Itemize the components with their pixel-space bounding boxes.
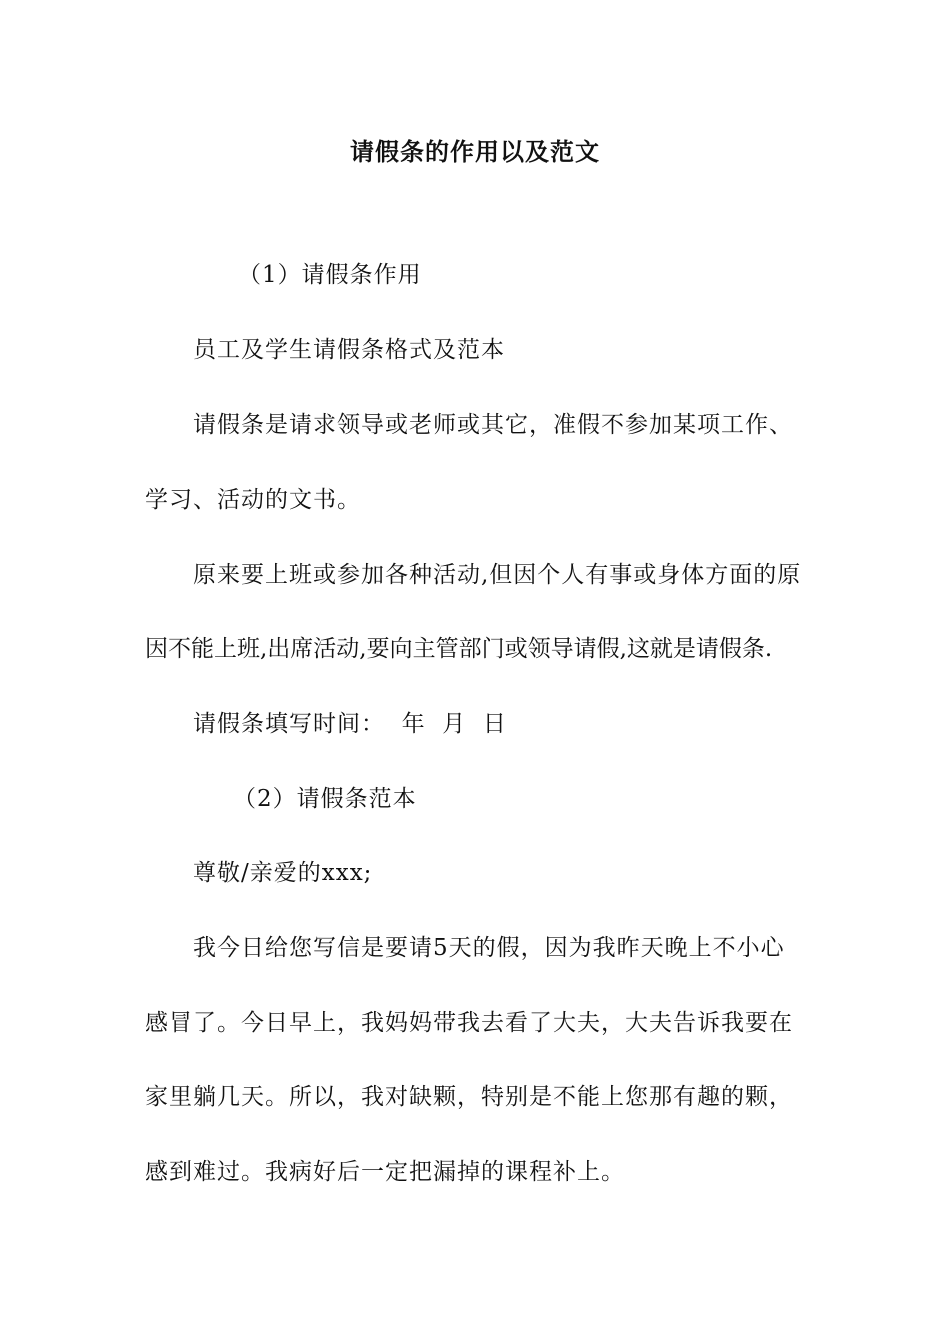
salutation-line: 尊敬/亲爱的xxx; <box>193 860 373 886</box>
paragraph-line: 因不能上班,出席活动,要向主管部门或领导请假,这就是请假条. <box>145 636 773 662</box>
section-heading-2: （2）请假条范本 <box>233 786 417 812</box>
document-title: 请假条的作用以及范文 <box>350 138 600 166</box>
paragraph-line: 家里躺几天。所以，我对缺颗，特别是不能上您那有趣的颗， <box>145 1084 793 1110</box>
paragraph-line: 感到难过。我病好后一定把漏掉的课程补上。 <box>145 1159 625 1185</box>
paragraph-line: 学习、活动的文书。 <box>145 487 361 513</box>
paragraph-line: 请假条是请求领导或老师或其它，准假不参加某项工作、 <box>193 412 793 438</box>
paragraph-line: 我今日给您写信是要请5天的假，因为我昨天晚上不小心 <box>193 935 785 961</box>
paragraph-line: 原来要上班或参加各种活动,但因个人有事或身体方面的原 <box>193 562 802 588</box>
paragraph-line: 感冒了。今日早上，我妈妈带我去看了大夫，大夫告诉我要在 <box>145 1010 793 1036</box>
paragraph-line: 员工及学生请假条格式及范本 <box>193 337 505 363</box>
section-heading-1: （1）请假条作用 <box>238 262 422 288</box>
fill-time-line: 请假条填写时间： 年 月 日 <box>193 711 507 737</box>
